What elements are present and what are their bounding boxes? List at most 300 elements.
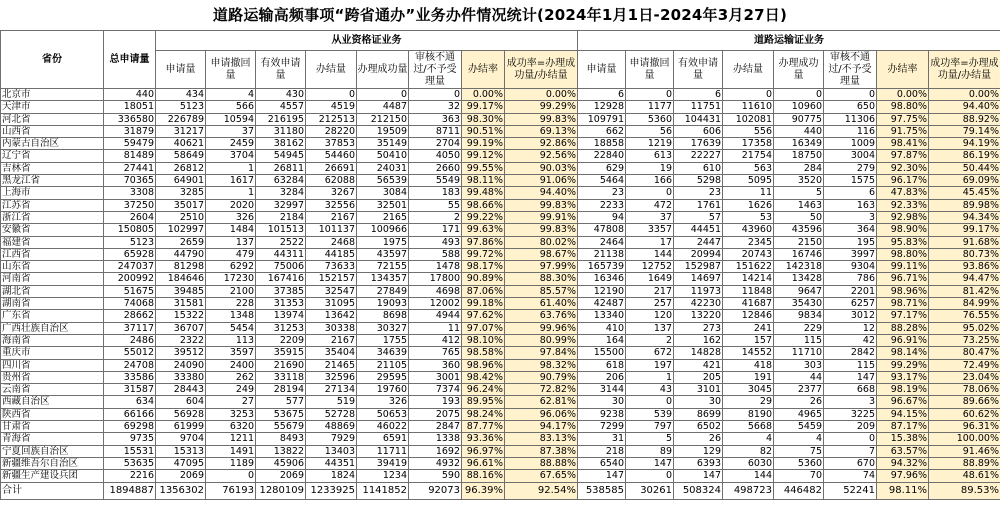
table-cell: 99.19% [462,138,505,150]
table-cell: 2165 [357,211,409,223]
table-cell: 1761 [674,199,723,211]
table-cell: 26 [674,433,723,445]
table-cell: 53 [723,211,774,223]
table-cell: 28220 [306,125,357,137]
table-cell: 2847 [409,421,462,433]
table-cell: 1626 [723,199,774,211]
table-cell: 0 [357,89,409,101]
table-cell: 28194 [256,384,306,396]
table-cell: 17800 [409,273,462,285]
cell-province: 西藏自治区 [1,396,104,408]
table-cell: 2345 [723,236,774,248]
table-cell: 363 [409,113,462,125]
table-cell: 1211 [206,433,256,445]
table-cell: 94.40% [929,101,1000,113]
table-cell: 12752 [626,261,674,273]
cell-province: 吉林省 [1,162,104,174]
table-cell: 39512 [156,347,206,359]
table-cell: 195 [824,236,877,248]
table-cell: 1463 [774,199,824,211]
table-cell: 53675 [256,408,306,420]
table-cell: 28443 [156,384,206,396]
table-cell: 3308 [104,187,156,199]
table-cell: 147 [674,470,723,482]
cell-province: 甘肃省 [1,421,104,433]
table-cell: 11 [409,322,462,334]
table-cell: 6540 [578,457,626,469]
cell-province: 江西省 [1,248,104,260]
cell-province: 浙江省 [1,211,104,223]
cell-province: 新疆维吾尔自治区 [1,457,104,469]
table-cell: 613 [626,150,674,162]
table-cell: 89.53% [929,482,1000,499]
table-cell: 62088 [306,175,357,187]
table-cell: 1009 [824,138,877,150]
table-cell: 2522 [256,236,306,248]
cell-province: 湖北省 [1,285,104,297]
table-cell: 134357 [357,273,409,285]
table-cell: 418 [723,359,774,371]
table-cell: 241 [723,322,774,334]
table-cell: 147 [626,457,674,469]
table-cell: 2660 [409,162,462,174]
table-cell: 54945 [256,150,306,162]
table-cell: 1478 [409,261,462,273]
table-cell: 5360 [774,457,824,469]
table-cell: 31879 [104,125,156,137]
table-cell: 96.61% [462,457,505,469]
table-cell: 35149 [357,138,409,150]
table-cell: 53635 [104,457,156,469]
table-cell: 14697 [674,273,723,285]
table-cell: 4487 [357,101,409,113]
table-cell: 92.54% [505,482,578,499]
table-cell: 85.57% [505,285,578,297]
table-cell: 98.66% [462,199,505,211]
table-cell: 273 [674,322,723,334]
table-cell: 86.19% [929,150,1000,162]
table-cell: 98.17% [462,261,505,273]
table-cell: 74068 [104,298,156,310]
cell-province: 辽宁省 [1,150,104,162]
table-cell: 440 [104,89,156,101]
table-cell: 5 [626,433,674,445]
table-cell: 279 [824,162,877,174]
table-cell: 10594 [206,113,256,125]
table-cell: 212150 [357,113,409,125]
table-cell: 37853 [306,138,357,150]
table-cell: 2184 [256,211,306,223]
table-cell: 247037 [104,261,156,273]
table-cell: 5095 [723,175,774,187]
table-cell: 41687 [723,298,774,310]
cell-province: 合计 [1,482,104,499]
table-cell: 19 [626,162,674,174]
table-cell: 1617 [206,175,256,187]
table-cell: 115 [824,359,877,371]
table-cell: 144 [626,248,674,260]
table-cell: 3 [824,211,877,223]
cell-province: 海南省 [1,334,104,346]
table-cell: 99.29% [505,101,578,113]
table-cell: 9238 [578,408,626,420]
table-cell: 3144 [578,384,626,396]
table-cell: 650 [824,101,877,113]
table-cell: 80.99% [505,334,578,346]
table-cell: 212513 [306,113,357,125]
table-cell: 2322 [156,334,206,346]
table-cell: 96.31% [929,421,1000,433]
header-a-rejected: 审核不通过/不予受理量 [409,51,462,89]
table-cell: 519 [306,396,357,408]
table-cell: 92.98% [877,211,929,223]
table-cell: 99.48% [462,187,505,199]
table-cell: 2069 [256,470,306,482]
cell-province: 四川省 [1,359,104,371]
table-cell: 6 [674,89,723,101]
table-cell: 10960 [774,101,824,113]
table-cell: 100.00% [929,433,1000,445]
table-cell: 421 [674,359,723,371]
table-cell: 1338 [409,433,462,445]
table-cell: 35915 [256,347,306,359]
table-cell: 81298 [156,261,206,273]
table-cell: 98.30% [462,113,505,125]
table-cell: 604 [156,396,206,408]
table-cell: 2150 [774,236,824,248]
table-cell: 498723 [723,482,774,499]
table-cell: 113 [206,334,256,346]
table-cell: 326 [357,396,409,408]
table-row [1,396,1000,408]
table-cell: 46022 [357,421,409,433]
table-cell: 39485 [156,285,206,297]
table-cell: 2020 [206,199,256,211]
table-cell: 89 [626,445,674,457]
table-cell: 90.89% [462,273,505,285]
table-cell: 32997 [256,199,306,211]
cell-province: 山西省 [1,125,104,137]
table-cell: 32 [409,101,462,113]
table-cell: 152987 [674,261,723,273]
table-row [1,347,1000,359]
table-cell: 166 [626,175,674,187]
table-cell: 31581 [156,298,206,310]
table-cell: 3084 [357,187,409,199]
table-cell: 8699 [674,408,723,420]
table-cell: 13428 [774,273,824,285]
table-cell: 5454 [206,322,256,334]
table-cell: 81.42% [929,285,1000,297]
table-cell: 50 [774,211,824,223]
table-cell: 63.76% [505,310,578,322]
table-cell: 32556 [306,199,357,211]
table-cell: 98.42% [462,371,505,383]
table-cell: 88.30% [505,273,578,285]
table-cell: 28662 [104,310,156,322]
table-cell: 98.11% [462,175,505,187]
table-cell: 26 [774,396,824,408]
table-cell: 31 [578,433,626,445]
table-cell: 99.83% [505,224,578,236]
table-cell: 0 [626,187,674,199]
table-cell: 6 [824,187,877,199]
table-cell: 606 [674,125,723,137]
table-cell: 26691 [306,162,357,174]
table-cell: 228 [206,298,256,310]
cell-province: 山东省 [1,261,104,273]
table-cell: 67.65% [505,470,578,482]
table-cell: 20743 [723,248,774,260]
table-cell: 30 [578,396,626,408]
table-cell: 44351 [306,457,357,469]
table-cell: 98.80% [877,101,929,113]
table-cell: 0 [206,470,256,482]
table-cell: 13340 [578,310,626,322]
table-cell: 165739 [578,261,626,273]
table-row [1,408,1000,420]
table-cell: 91.06% [505,175,578,187]
table-cell: 57 [674,211,723,223]
header-b-rejected: 审核不通过/不予受理量 [824,51,877,89]
table-cell: 38162 [256,138,306,150]
table-cell: 4 [206,89,256,101]
table-cell: 99.72% [462,248,505,260]
header-b-completion-rate: 办结率 [877,51,929,89]
table-cell: 5464 [578,175,626,187]
table-row [1,359,1000,371]
table-cell: 58649 [156,150,206,162]
table-cell: 80.47% [929,347,1000,359]
table-cell: 27134 [306,384,357,396]
table-cell: 89.66% [929,396,1000,408]
table-cell: 99.63% [462,224,505,236]
table-cell: 0 [626,396,674,408]
table-cell: 566 [206,101,256,113]
table-row [1,101,1000,113]
table-cell: 1975 [357,236,409,248]
table-cell: 90.03% [505,162,578,174]
table-cell: 29595 [357,371,409,383]
table-cell: 0 [824,433,877,445]
table-cell: 12 [824,322,877,334]
table-row [1,236,1000,248]
table-cell: 0.00% [505,89,578,101]
table-cell: 35430 [774,298,824,310]
table-cell: 92.33% [877,199,929,211]
table-cell: 27 [206,396,256,408]
table-cell: 40621 [156,138,206,150]
table-cell: 80.02% [505,236,578,248]
table-cell: 1692 [409,445,462,457]
table-cell: 0 [306,89,357,101]
table-cell: 22840 [578,150,626,162]
header-b-successful: 办理成功量 [774,51,824,89]
table-cell: 206 [578,371,626,383]
table-cell: 16349 [774,138,824,150]
table-cell: 72.82% [505,384,578,396]
table-cell: 92.30% [877,162,929,174]
table-cell: 102997 [156,224,206,236]
table-cell: 0 [774,89,824,101]
table-cell: 51675 [104,285,156,297]
table-cell: 137 [206,236,256,248]
table-cell: 99.83% [505,199,578,211]
table-cell: 14828 [674,347,723,359]
table-cell: 74 [824,470,877,482]
table-row [1,224,1000,236]
table-cell: 42487 [578,298,626,310]
table-cell: 0.00% [877,89,929,101]
table-cell: 1356302 [156,482,206,499]
table-cell: 98.19% [877,384,929,396]
table-cell: 3267 [306,187,357,199]
table-cell: 1 [206,187,256,199]
table-cell: 12002 [409,298,462,310]
table-cell: 151622 [723,261,774,273]
table-cell: 2486 [104,334,156,346]
table-cell: 98.58% [462,347,505,359]
table-cell: 8711 [409,125,462,137]
table-cell: 17639 [674,138,723,150]
table-cell: 76193 [206,482,256,499]
table-cell: 1234 [357,470,409,482]
table-cell: 670 [824,457,877,469]
table-cell: 6 [578,89,626,101]
table-cell: 35017 [156,199,206,211]
table-cell: 94.17% [505,421,578,433]
table-cell: 99.18% [462,298,505,310]
table-cell: 95.83% [877,236,929,248]
cell-province: 贵州省 [1,371,104,383]
table-row [1,334,1000,346]
table-cell: 63284 [256,175,306,187]
table-cell: 364 [824,224,877,236]
table-row [1,248,1000,260]
table-row [1,445,1000,457]
table-cell: 1348 [206,310,256,322]
table-cell: 30 [674,396,723,408]
table-cell: 4 [723,433,774,445]
table-cell: 35404 [306,347,357,359]
table-cell: 48.61% [929,470,1000,482]
table-cell: 24090 [156,359,206,371]
table-cell: 99.11% [877,261,929,273]
table-cell: 24031 [357,162,409,174]
table-cell: 13403 [306,445,357,457]
table-cell: 786 [824,273,877,285]
table-cell: 94.19% [929,138,1000,150]
table-row [1,261,1000,273]
table-cell: 4050 [409,150,462,162]
table-cell: 129 [674,445,723,457]
table-cell: 17 [626,236,674,248]
table-cell: 96.97% [462,445,505,457]
page-title: 道路运输高频事项“跨省通办”业务办件情况统计(2024年1月1日-2024年3月27日) [212,6,788,24]
table-cell: 6030 [723,457,774,469]
table-cell: 434 [156,89,206,101]
table-cell: 92073 [409,482,462,499]
header-b-valid: 有效申请量 [674,51,723,89]
table-cell: 7 [824,445,877,457]
table-cell: 43960 [723,224,774,236]
table-cell: 98.11% [877,482,929,499]
table-cell: 50653 [357,408,409,420]
table-cell: 96.06% [505,408,578,420]
table-cell: 32547 [306,285,357,297]
table-cell: 144 [723,470,774,482]
table-cell: 9704 [156,433,206,445]
table-cell: 539 [626,408,674,420]
table-cell: 52728 [306,408,357,420]
table-cell: 95.02% [929,322,1000,334]
table-cell: 20994 [674,248,723,260]
table-cell: 44311 [256,248,306,260]
table-cell: 1219 [626,138,674,150]
table-cell: 26812 [156,162,206,174]
table-cell: 87.38% [505,445,578,457]
table-cell: 193 [409,396,462,408]
table-cell: 5 [774,187,824,199]
table-cell: 94.32% [877,457,929,469]
header-b-applications: 申请量 [578,51,626,89]
table-cell: 98.14% [877,347,929,359]
table-cell: 97.75% [877,113,929,125]
table-cell: 76.55% [929,310,1000,322]
cell-province: 湖南省 [1,298,104,310]
table-row [1,384,1000,396]
header-group-qualification: 从业资格证业务 [156,31,578,51]
table-cell: 56928 [156,408,206,420]
header-b-completed: 办结量 [723,51,774,89]
table-cell: 15322 [156,310,206,322]
table-cell: 97.84% [505,347,578,359]
table-cell: 336580 [104,113,156,125]
table-cell: 1177 [626,101,674,113]
table-cell: 100966 [357,224,409,236]
table-cell: 23 [674,187,723,199]
table-cell: 13974 [256,310,306,322]
table-cell: 98.80% [877,248,929,260]
table-cell: 14552 [723,347,774,359]
table-row [1,371,1000,383]
cell-province: 云南省 [1,384,104,396]
table-cell: 99.55% [462,162,505,174]
table-cell: 98.96% [877,285,929,297]
table-cell: 142318 [774,261,824,273]
table-cell: 21690 [256,359,306,371]
table-cell: 80.73% [929,248,1000,260]
table-cell: 31587 [104,384,156,396]
table-cell: 14214 [723,273,774,285]
table-cell: 33586 [104,371,156,383]
table-cell: 13642 [306,310,357,322]
table-cell: 0 [824,89,877,101]
table-cell: 99.91% [505,211,578,223]
table-cell: 590 [409,470,462,482]
table-cell: 62.81% [505,396,578,408]
header-total-applications: 总申请量 [104,31,156,89]
table-cell: 2447 [674,236,723,248]
table-cell: 55 [409,199,462,211]
table-cell: 26811 [256,162,306,174]
table-cell: 47095 [156,457,206,469]
table-cell: 412 [409,334,462,346]
table-cell: 0 [626,89,674,101]
header-a-success-rate: 成功率=办理成功量/办结量 [505,51,578,89]
table-cell: 137 [626,322,674,334]
table-cell: 2704 [409,138,462,150]
